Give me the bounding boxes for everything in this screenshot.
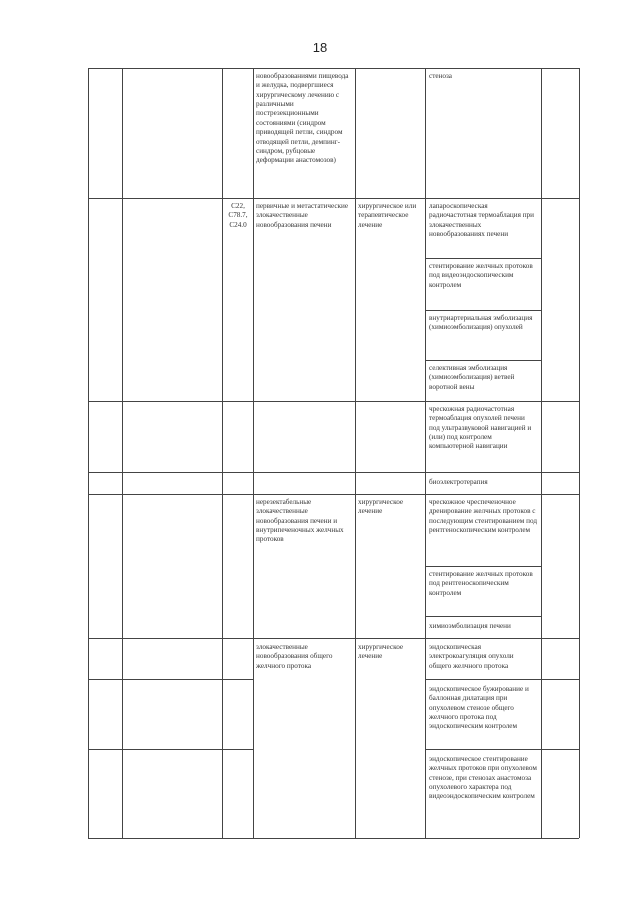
diagnosis-cell: злокачественные новообразования общего желчного протока <box>256 643 333 670</box>
table-rule <box>253 68 254 838</box>
method-cell: биоэлектротерапия <box>429 478 488 486</box>
treatment-cell: хирургическое лечение <box>358 498 404 516</box>
method-cell: чрескожная радиочастотная термоаблация опухолей печени под ультразвуковой навигацией и (или) под контролем компьютерной навигации <box>429 405 532 451</box>
table-rule <box>425 679 579 680</box>
diagnosis-cell: новообразованиями пищевода и желудка, подвергшиеся хирургическому лечению с различными пострезекционными состояниями (синдром приводящей петли, синдром отводящей петли, демпинг-синдром, рубцовые деформации анастомозов) <box>256 72 349 165</box>
table-rule <box>88 472 579 473</box>
method-cell: эндоскопическое бужирование и баллонная дилатация при опухолевом стенозе общего желчного протока под эндоскопическим контролем <box>429 685 529 731</box>
table-rule <box>88 68 89 838</box>
table-rule <box>425 68 426 838</box>
table-rule <box>88 679 253 680</box>
method-cell: эндоскопическая электрокоагуляция опухоли общего желчного протока <box>429 643 514 670</box>
diagnosis-cell: нерезектабельные злокачественные новообразования печени и внутрипеченочных желчных протоков <box>256 498 344 544</box>
table-rule <box>425 749 579 750</box>
table-rule <box>425 566 541 567</box>
page-number: 18 <box>312 40 328 55</box>
table-rule <box>355 68 356 838</box>
method-cell: селективная эмболизация (химиоэмболизация) ветвей воротной вены <box>429 364 515 391</box>
table-rule <box>425 310 541 311</box>
table-rule <box>425 258 541 259</box>
table-rule <box>88 401 579 402</box>
table-rule <box>425 360 541 361</box>
method-cell: чрескожное чреспеченочное дренирование желчных протоков с последующим стентированием под рентгеноскопическим контролем <box>429 498 537 535</box>
table-rule <box>222 68 223 838</box>
method-cell: эндоскопическое стентирование желчных протоков при опухолевом стенозе, при стенозах анастомоза опухолевого характера под видеоэндоскопическим контролем <box>429 755 537 801</box>
method-cell: химиоэмболизация печени <box>429 622 511 630</box>
table-rule <box>425 616 541 617</box>
diagnosis-cell: первичные и метастатические злокачественные новообразования печени <box>256 202 349 229</box>
table-rule <box>541 68 542 838</box>
treatment-cell: хирургическое лечение <box>358 643 404 661</box>
table-rule <box>88 68 579 69</box>
table-rule <box>122 68 123 838</box>
table-rule <box>579 68 580 838</box>
icd-codes-cell: C22, C78.7, C24.0 <box>228 202 248 229</box>
method-cell: внутриартериальная эмболизация (химиоэмболизация) опухолей <box>429 314 533 332</box>
table-rule <box>88 838 579 839</box>
method-cell: стеноза <box>429 72 452 80</box>
treatment-cell: хирургическое или терапевтическое лечение <box>358 202 417 229</box>
table-rule <box>88 494 579 495</box>
method-cell: лапароскопическая радиочастотная термоаблация при злокачественных новообразованиях печени <box>429 202 535 239</box>
table-rule <box>88 198 579 199</box>
table-rule <box>88 638 579 639</box>
table-rule <box>88 749 253 750</box>
method-cell: стентирование желчных протоков под рентгеноскопическим контролем <box>429 570 533 597</box>
method-cell: стентирование желчных протоков под видеоэндоскопическим контролем <box>429 262 533 289</box>
